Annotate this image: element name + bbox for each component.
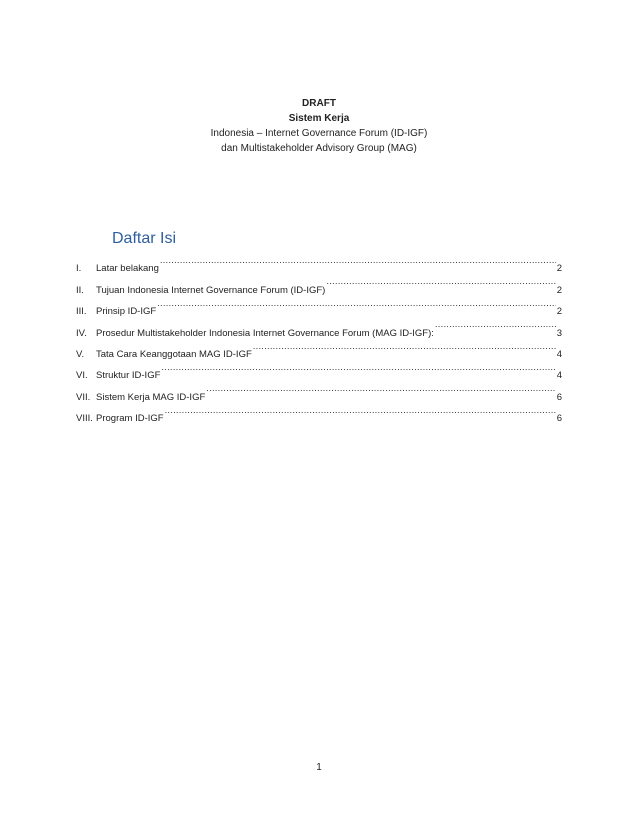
toc-entry-page: 2 [556, 284, 562, 296]
document-title-line-1: Indonesia – Internet Governance Forum (ID-IGF) [210, 128, 428, 139]
draft-label: DRAFT [302, 98, 336, 109]
toc-entry-page: 6 [556, 391, 562, 403]
toc-heading: Daftar Isi [112, 230, 177, 247]
toc-entry-number: I. [76, 263, 82, 275]
toc-entry-number: VII. [76, 391, 91, 403]
toc-entry-title: Program ID-IGF [96, 413, 164, 425]
toc-entry[interactable] [76, 250, 562, 275]
toc-entry-title: Prinsip ID-IGF [96, 306, 157, 318]
toc-entry-page: 4 [556, 348, 562, 360]
toc-entry-number: III. [76, 306, 87, 318]
toc-dot-leader [253, 336, 556, 357]
toc-entry-number: VI. [76, 370, 88, 382]
page-number: 1 [316, 762, 322, 773]
toc-entry-number: IV. [76, 327, 87, 339]
toc-entry-title: Tujuan Indonesia Internet Governance Forum (ID-IGF) [96, 284, 326, 296]
toc-entry-page: 4 [556, 370, 562, 382]
toc-entry-page: 2 [556, 263, 562, 275]
document-subtitle: Sistem Kerja [288, 113, 350, 124]
toc-entry-title: Prosedur Multistakeholder Indonesia Internet Governance Forum (MAG ID-IGF): [96, 327, 434, 339]
toc-dot-leader [160, 250, 556, 271]
toc-dot-leader [206, 378, 555, 399]
toc-entry-page: 3 [556, 327, 562, 339]
toc-entry-number: II. [76, 284, 84, 296]
toc-entry-title: Latar belakang [96, 263, 159, 275]
table-of-contents [76, 250, 562, 425]
toc-dot-leader [165, 400, 556, 421]
toc-dot-leader [435, 314, 556, 335]
toc-entry-number: V. [76, 348, 85, 360]
toc-dot-leader [326, 271, 555, 292]
toc-entry-number: VIII. [76, 413, 93, 425]
toc-entry-title: Sistem Kerja MAG ID-IGF [96, 391, 206, 403]
toc-entry-title: Struktur ID-IGF [96, 370, 161, 382]
document-title-line-2: dan Multistakeholder Advisory Group (MAG) [221, 143, 417, 154]
document-header [0, 96, 638, 156]
toc-entry-page: 6 [556, 413, 562, 425]
toc-entry-title: Tata Cara Keanggotaan MAG ID-IGF [96, 348, 252, 360]
toc-dot-leader [157, 293, 556, 314]
toc-entry-page: 2 [556, 306, 562, 318]
toc-dot-leader [161, 357, 555, 378]
